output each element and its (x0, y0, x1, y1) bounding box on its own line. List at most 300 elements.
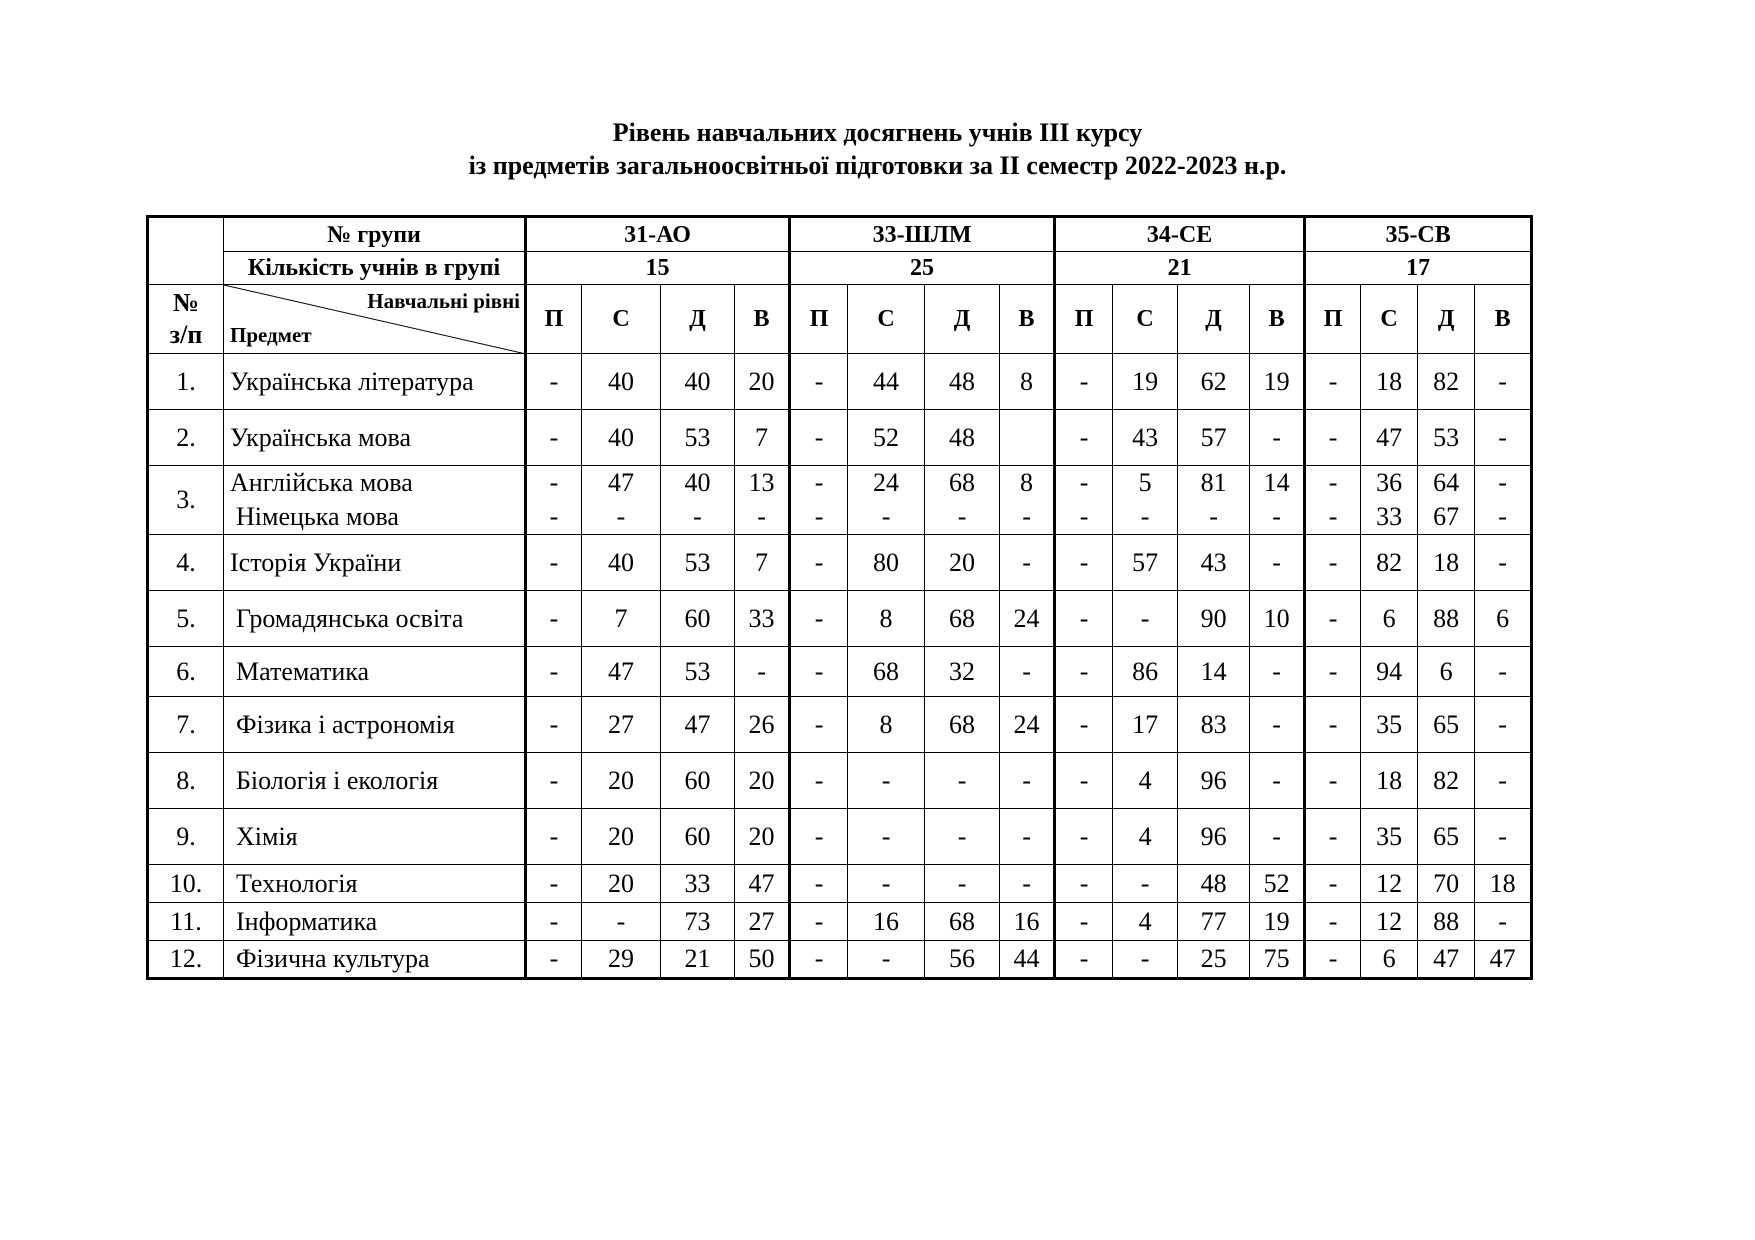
value-cell: - (1305, 535, 1361, 591)
value-cell: 35 (1361, 809, 1418, 865)
value-cell: - (1250, 647, 1305, 697)
value-cell (1113, 466, 1178, 535)
value-cell: - (790, 809, 848, 865)
value-cell: - (1055, 941, 1113, 979)
value-cell: 60 (661, 753, 735, 809)
value-cell: - (1475, 535, 1532, 591)
value-cell: 40 (582, 535, 661, 591)
value-cell: - (1055, 535, 1113, 591)
row-number: 7. (148, 697, 224, 753)
value-cell: - (848, 941, 925, 979)
value-cell: - (925, 865, 1000, 903)
table-row (148, 354, 1532, 410)
value-cell (848, 466, 925, 535)
table-row (148, 753, 1532, 809)
value-cell: - (1250, 410, 1305, 466)
value-cell: 56 (925, 941, 1000, 979)
value-cell: - (790, 753, 848, 809)
value-cell: 6 (1361, 941, 1418, 979)
value-cell: 24 (1000, 697, 1055, 753)
value-cell: 44 (848, 354, 925, 410)
value-cell (1305, 466, 1361, 535)
value-cell: - (1475, 697, 1532, 753)
value-cell: 18 (1361, 354, 1418, 410)
table-row (148, 865, 1532, 903)
value-cell: 6 (1475, 591, 1532, 647)
value-secondary: - (1498, 502, 1507, 531)
table-row (148, 535, 1532, 591)
subject-name: Історія України (224, 535, 526, 591)
value-cell: 4 (1113, 753, 1178, 809)
subject-name: Українська мова (224, 410, 526, 466)
value-cell: - (1475, 753, 1532, 809)
row-number: 9. (148, 809, 224, 865)
value-cell: 82 (1418, 753, 1475, 809)
table-row (148, 809, 1532, 865)
table-row (148, 697, 1532, 753)
value-cell: - (1475, 647, 1532, 697)
value-primary: 64 (1433, 468, 1460, 497)
value-cell: - (1055, 753, 1113, 809)
value-cell: - (1113, 941, 1178, 979)
value-secondary: - (1140, 502, 1150, 531)
group-count: 17 (1305, 252, 1532, 285)
value-cell: 47 (1475, 941, 1532, 979)
value-cell: - (790, 535, 848, 591)
value-cell: - (1055, 809, 1113, 865)
value-primary: - (1498, 468, 1507, 497)
value-cell: 60 (661, 809, 735, 865)
value-cell: 57 (1113, 535, 1178, 591)
value-cell: 65 (1418, 809, 1475, 865)
value-cell (1178, 466, 1250, 535)
subject-name: Фізика і астрономія (224, 697, 526, 753)
value-primary: 40 (684, 468, 711, 497)
value-cell: - (1055, 647, 1113, 697)
value-cell: 27 (582, 697, 661, 753)
value-cell (661, 466, 735, 535)
header-blank-cell (148, 217, 224, 285)
row-number: 10. (148, 865, 224, 903)
table-row (148, 410, 1532, 466)
value-secondary: - (757, 502, 766, 531)
value-cell: - (1305, 865, 1361, 903)
value-cell (1000, 466, 1055, 535)
value-cell: 53 (661, 647, 735, 697)
value-cell: 20 (735, 809, 790, 865)
value-cell (1055, 466, 1113, 535)
value-cell: 48 (1178, 865, 1250, 903)
value-cell: - (1055, 410, 1113, 466)
value-cell: 8 (1000, 354, 1055, 410)
value-cell: 20 (925, 535, 1000, 591)
value-cell: - (1305, 354, 1361, 410)
value-secondary: 33 (1376, 502, 1403, 531)
value-cell: 8 (848, 591, 925, 647)
subject-name: Українська література (224, 354, 526, 410)
level-header: В (1250, 285, 1305, 354)
value-cell: 12 (1361, 903, 1418, 941)
value-cell: - (1055, 354, 1113, 410)
value-cell: - (790, 591, 848, 647)
value-cell: 62 (1178, 354, 1250, 410)
value-cell (1000, 410, 1055, 466)
value-cell: 24 (1000, 591, 1055, 647)
value-primary: 47 (608, 468, 634, 497)
value-cell: 14 (1178, 647, 1250, 697)
value-cell: - (1000, 647, 1055, 697)
subject-name: Хімія (224, 809, 526, 865)
level-header: П (1305, 285, 1361, 354)
value-cell: - (1250, 697, 1305, 753)
level-header: П (526, 285, 582, 354)
level-header: Д (1418, 285, 1475, 354)
title-line-2: із предметів загальноосвітньої підготовки за ІІ семестр 2022-2023 н.р. (468, 151, 1287, 180)
group-count: 21 (1055, 252, 1305, 285)
value-cell: 18 (1418, 535, 1475, 591)
value-cell (1361, 466, 1418, 535)
value-secondary: - (957, 502, 967, 531)
row-number: 8. (148, 753, 224, 809)
subject-name (224, 466, 526, 535)
value-cell: 44 (1000, 941, 1055, 979)
value-cell: - (790, 865, 848, 903)
value-cell: 40 (661, 354, 735, 410)
value-cell: 94 (1361, 647, 1418, 697)
value-cell: - (1055, 903, 1113, 941)
value-cell: 19 (1113, 354, 1178, 410)
value-cell: - (526, 535, 582, 591)
diagonal-header-cell (224, 285, 526, 354)
value-cell: 52 (848, 410, 925, 466)
row-number-header (148, 285, 224, 354)
value-cell: - (1055, 865, 1113, 903)
value-secondary: - (616, 502, 626, 531)
value-cell: - (1305, 591, 1361, 647)
value-cell: 68 (925, 903, 1000, 941)
value-cell: 70 (1418, 865, 1475, 903)
table-row (148, 941, 1532, 979)
value-cell: - (1113, 865, 1178, 903)
value-cell: - (1475, 903, 1532, 941)
value-cell: - (526, 753, 582, 809)
value-cell: 18 (1361, 753, 1418, 809)
value-primary: 5 (1138, 468, 1152, 497)
value-cell: 52 (1250, 865, 1305, 903)
value-cell: 68 (925, 697, 1000, 753)
value-cell: - (1475, 354, 1532, 410)
value-primary: 81 (1200, 468, 1227, 497)
value-cell: 16 (1000, 903, 1055, 941)
value-cell: 29 (582, 941, 661, 979)
value-cell: 19 (1250, 354, 1305, 410)
value-cell: - (1305, 753, 1361, 809)
table-row (148, 466, 1532, 535)
subject-name: Громадянська освіта (224, 591, 526, 647)
subject-name: Фізична культура (224, 941, 526, 979)
value-cell (790, 466, 848, 535)
value-cell (1250, 466, 1305, 535)
value-cell: 40 (582, 410, 661, 466)
value-primary: - (1079, 468, 1089, 497)
value-primary: 68 (949, 468, 976, 497)
value-cell: 75 (1250, 941, 1305, 979)
value-cell: - (1305, 809, 1361, 865)
value-cell: - (526, 903, 582, 941)
value-cell: 47 (735, 865, 790, 903)
value-cell: - (526, 941, 582, 979)
value-cell: 17 (1113, 697, 1178, 753)
value-cell: 12 (1361, 865, 1418, 903)
value-cell: 86 (1113, 647, 1178, 697)
value-cell: 10 (1250, 591, 1305, 647)
value-cell: - (526, 591, 582, 647)
value-cell: 47 (1361, 410, 1418, 466)
value-cell: 8 (848, 697, 925, 753)
value-cell: - (790, 647, 848, 697)
value-cell (582, 466, 661, 535)
subject-name: Технологія (224, 865, 526, 903)
value-cell: - (925, 809, 1000, 865)
group-name: 34-СЕ (1055, 217, 1305, 252)
header-row-levels (148, 285, 1532, 354)
header-row-groups (148, 217, 1532, 252)
value-cell: - (1305, 697, 1361, 753)
value-secondary: - (1272, 502, 1281, 531)
value-cell: - (1305, 647, 1361, 697)
value-cell: 83 (1178, 697, 1250, 753)
row-number: 6. (148, 647, 224, 697)
value-cell: 60 (661, 591, 735, 647)
header-row-counts (148, 252, 1532, 285)
value-cell: 90 (1178, 591, 1250, 647)
value-cell: - (1000, 809, 1055, 865)
row-number-label-line-2: з/п (169, 320, 203, 349)
page-title (0, 116, 1755, 182)
value-cell: 53 (1418, 410, 1475, 466)
value-cell: 48 (925, 410, 1000, 466)
value-cell: 80 (848, 535, 925, 591)
value-cell: - (1250, 753, 1305, 809)
value-cell: - (1250, 809, 1305, 865)
value-cell: - (790, 697, 848, 753)
value-cell: 82 (1361, 535, 1418, 591)
value-cell: - (925, 753, 1000, 809)
value-cell: 7 (735, 410, 790, 466)
level-header: В (735, 285, 790, 354)
value-cell: 21 (661, 941, 735, 979)
value-cell: 68 (925, 591, 1000, 647)
level-header: В (1475, 285, 1532, 354)
value-cell: 77 (1178, 903, 1250, 941)
value-cell: 18 (1475, 865, 1532, 903)
value-cell: - (1000, 865, 1055, 903)
value-cell: 96 (1178, 809, 1250, 865)
value-cell: 65 (1418, 697, 1475, 753)
value-cell: - (1000, 535, 1055, 591)
level-header: С (1361, 285, 1418, 354)
value-cell: 88 (1418, 903, 1475, 941)
value-cell: - (735, 647, 790, 697)
value-cell: - (1305, 903, 1361, 941)
value-cell: - (1000, 753, 1055, 809)
value-cell: 48 (925, 354, 1000, 410)
value-secondary: - (1079, 502, 1089, 531)
group-count: 25 (790, 252, 1055, 285)
table-row (148, 903, 1532, 941)
value-secondary: - (814, 502, 824, 531)
row-number: 12. (148, 941, 224, 979)
row-number: 2. (148, 410, 224, 466)
count-label: Кількість учнів в групі (224, 252, 526, 285)
value-cell: 27 (735, 903, 790, 941)
title-line-1: Рівень навчальних досягнень учнів ІІІ курсу (612, 118, 1143, 147)
value-cell (526, 466, 582, 535)
value-cell: 47 (1418, 941, 1475, 979)
value-cell: 40 (582, 354, 661, 410)
value-secondary: 67 (1433, 502, 1460, 531)
value-cell: 88 (1418, 591, 1475, 647)
row-number: 5. (148, 591, 224, 647)
value-cell: - (848, 865, 925, 903)
group-count: 15 (526, 252, 790, 285)
row-number-label-line-1: № (172, 288, 200, 317)
value-secondary: - (1209, 502, 1218, 531)
value-cell: 43 (1113, 410, 1178, 466)
value-secondary: - (549, 502, 559, 531)
table-row (148, 647, 1532, 697)
value-cell: 47 (661, 697, 735, 753)
value-cell: - (1475, 809, 1532, 865)
row-number: 1. (148, 354, 224, 410)
value-cell: 43 (1178, 535, 1250, 591)
value-primary: - (1328, 468, 1338, 497)
value-cell: - (1305, 410, 1361, 466)
value-cell: - (1305, 941, 1361, 979)
level-header: В (1000, 285, 1055, 354)
subject-name: Математика (224, 647, 526, 697)
value-cell: - (526, 354, 582, 410)
value-cell: 96 (1178, 753, 1250, 809)
level-header: П (1055, 285, 1113, 354)
subject-name: Біологія і екологія (224, 753, 526, 809)
value-cell: - (848, 809, 925, 865)
value-cell: - (790, 354, 848, 410)
value-cell (1475, 466, 1532, 535)
row-number: 4. (148, 535, 224, 591)
value-primary: 36 (1376, 468, 1403, 497)
value-cell: 82 (1418, 354, 1475, 410)
value-cell: - (1475, 410, 1532, 466)
group-name: 33-ШЛМ (790, 217, 1055, 252)
level-header: С (1113, 285, 1178, 354)
value-cell: 26 (735, 697, 790, 753)
value-secondary: - (1022, 502, 1031, 531)
value-cell: - (848, 753, 925, 809)
group-name: 35-СВ (1305, 217, 1532, 252)
value-secondary: - (881, 502, 891, 531)
value-cell: 32 (925, 647, 1000, 697)
value-cell: 20 (735, 753, 790, 809)
value-primary: 14 (1263, 468, 1290, 497)
value-cell: 33 (661, 865, 735, 903)
level-header: Д (925, 285, 1000, 354)
subject-name-primary: Англійська мова (230, 468, 413, 497)
value-cell: 4 (1113, 809, 1178, 865)
value-cell: 35 (1361, 697, 1418, 753)
value-cell: 57 (1178, 410, 1250, 466)
value-cell: - (526, 697, 582, 753)
subject-name: Інформатика (224, 903, 526, 941)
value-cell: 6 (1361, 591, 1418, 647)
level-header: С (582, 285, 661, 354)
value-primary: 13 (748, 468, 775, 497)
value-cell: 53 (661, 535, 735, 591)
value-cell: - (790, 941, 848, 979)
value-cell: - (526, 410, 582, 466)
value-cell: 53 (661, 410, 735, 466)
value-cell (1418, 466, 1475, 535)
level-header: П (790, 285, 848, 354)
value-cell: - (790, 903, 848, 941)
value-cell: 33 (735, 591, 790, 647)
value-cell: - (790, 410, 848, 466)
value-cell (925, 466, 1000, 535)
value-cell: 73 (661, 903, 735, 941)
value-cell: 20 (582, 753, 661, 809)
group-name: 31-АО (526, 217, 790, 252)
value-cell: 50 (735, 941, 790, 979)
value-cell: 25 (1178, 941, 1250, 979)
levels-label: Навчальні рівні (367, 289, 520, 313)
level-header: Д (661, 285, 735, 354)
value-cell: 68 (848, 647, 925, 697)
value-cell: - (1250, 535, 1305, 591)
value-primary: - (549, 468, 559, 497)
value-cell: 20 (735, 354, 790, 410)
value-cell: 20 (582, 865, 661, 903)
group-label: № групи (224, 217, 526, 252)
value-cell: - (582, 903, 661, 941)
value-cell: 4 (1113, 903, 1178, 941)
value-primary: 8 (1020, 468, 1034, 497)
subject-label: Предмет (230, 323, 312, 347)
value-cell: - (526, 647, 582, 697)
value-secondary: - (693, 502, 702, 531)
value-cell: 7 (582, 591, 661, 647)
value-cell (735, 466, 790, 535)
table-row (148, 591, 1532, 647)
subject-name-secondary: Німецька мова (236, 502, 399, 531)
value-primary: - (814, 468, 824, 497)
level-header: Д (1178, 285, 1250, 354)
achievement-table (146, 215, 1533, 980)
value-cell: - (1055, 591, 1113, 647)
row-number: 11. (148, 903, 224, 941)
value-cell: 6 (1418, 647, 1475, 697)
value-cell: 47 (582, 647, 661, 697)
value-cell: - (526, 865, 582, 903)
row-number: 3. (148, 466, 224, 535)
value-cell: - (526, 809, 582, 865)
value-cell: - (1113, 591, 1178, 647)
value-cell: 20 (582, 809, 661, 865)
value-primary: 24 (873, 468, 900, 497)
value-cell: 16 (848, 903, 925, 941)
value-cell: 7 (735, 535, 790, 591)
value-cell: 19 (1250, 903, 1305, 941)
value-secondary: - (1328, 502, 1338, 531)
